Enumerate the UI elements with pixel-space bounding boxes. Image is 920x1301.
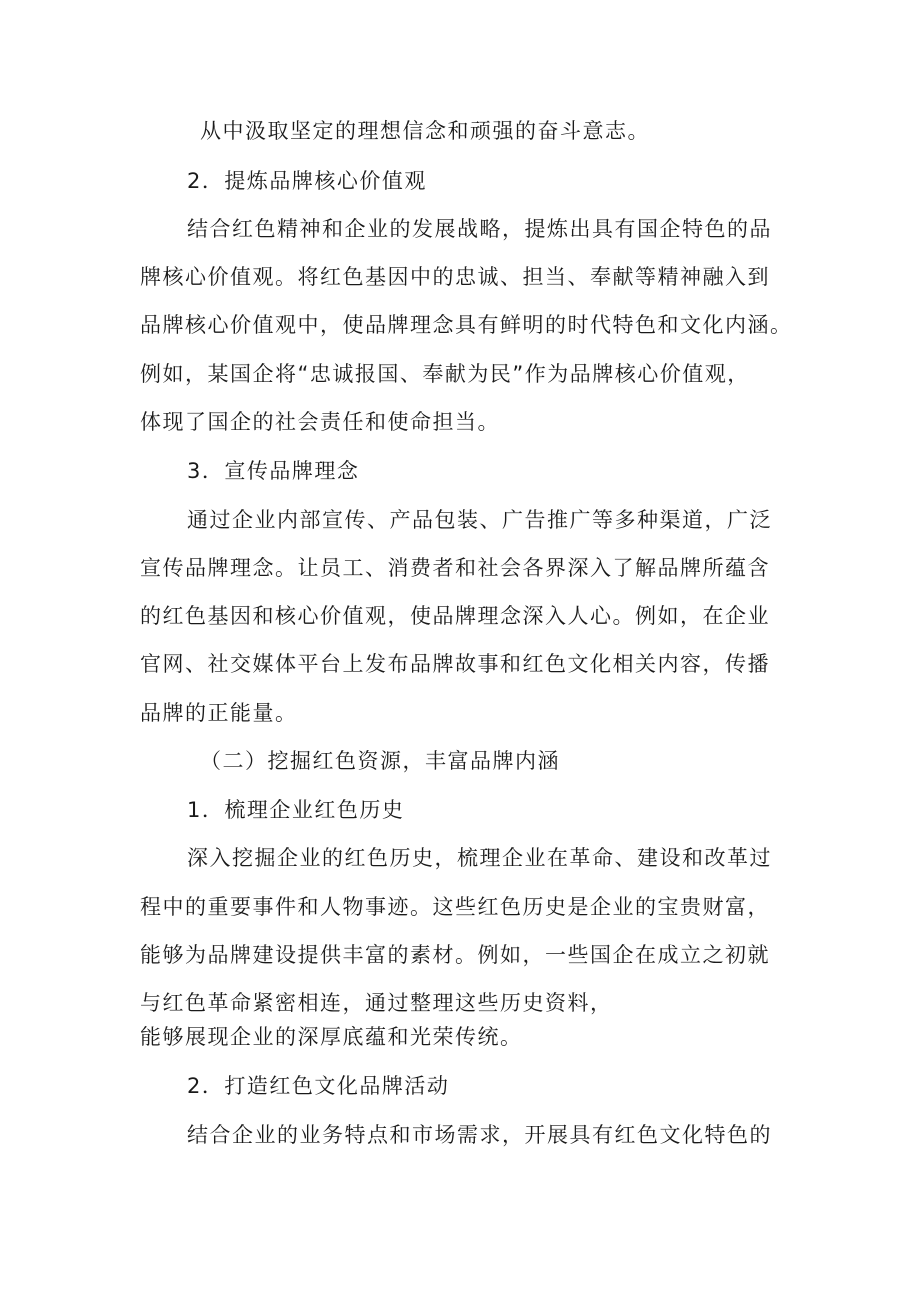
paragraph-line: 能够展现企业的深厚底蕴和光荣传统。 [140,1025,523,1049]
paragraph-line: 结合企业的业务特点和市场需求，开展具有红色文化特色的 [187,1123,772,1147]
paragraph-line: 深入挖掘企业的红色历史，梳理企业在革命、建设和改革过 [187,846,772,870]
section-heading-2: 2．提炼品牌核心价值观 [187,169,427,193]
paragraph-line: 体现了国企的社会责任和使命担当。 [140,410,500,434]
paragraph-line: 品牌核心价值观中，使品牌理念具有鲜明的时代特色和文化内涵。 [140,313,793,337]
paragraph-line: 牌核心价值观。将红色基因中的忠诚、担当、奉献等精神融入到 [140,265,770,289]
paragraph-line: 通过企业内部宣传、产品包装、广告推广等多种渠道，广泛 [187,508,772,532]
section-heading-2b: 2．打造红色文化品牌活动 [187,1074,450,1098]
paragraph-line: 的红色基因和核心价值观，使品牌理念深入人心。例如，在企业 [140,604,770,628]
paragraph-line: 品牌的正能量。 [140,701,298,725]
paragraph-line: 结合红色精神和企业的发展战略，提炼出具有国企特色的品 [187,217,772,241]
chapter-heading-2: （二）挖掘红色资源，丰富品牌内涵 [200,749,560,773]
section-heading-3: 3．宣传品牌理念 [187,459,360,483]
paragraph-line: 能够为品牌建设提供丰富的素材。例如，一些国企在成立之初就 [140,943,770,967]
paragraph-line: 与红色革命紧密相连，通过整理这些历史资料， [140,991,613,1015]
paragraph-line: 官网、社交媒体平台上发布品牌故事和红色文化相关内容，传播 [140,652,770,676]
section-heading-1: 1．梳理企业红色历史 [187,798,405,822]
paragraph-continuation: 从中汲取坚定的理想信念和顽强的奋斗意志。 [200,119,650,143]
paragraph-line: 例如，某国企将“忠诚报国、奉献为民”作为品牌核心价值观， [140,362,750,386]
paragraph-line: 宣传品牌理念。让员工、消费者和社会各界深入了解品牌所蕴含 [140,556,770,580]
paragraph-line: 程中的重要事件和人物事迹。这些红色历史是企业的宝贵财富， [140,895,770,919]
